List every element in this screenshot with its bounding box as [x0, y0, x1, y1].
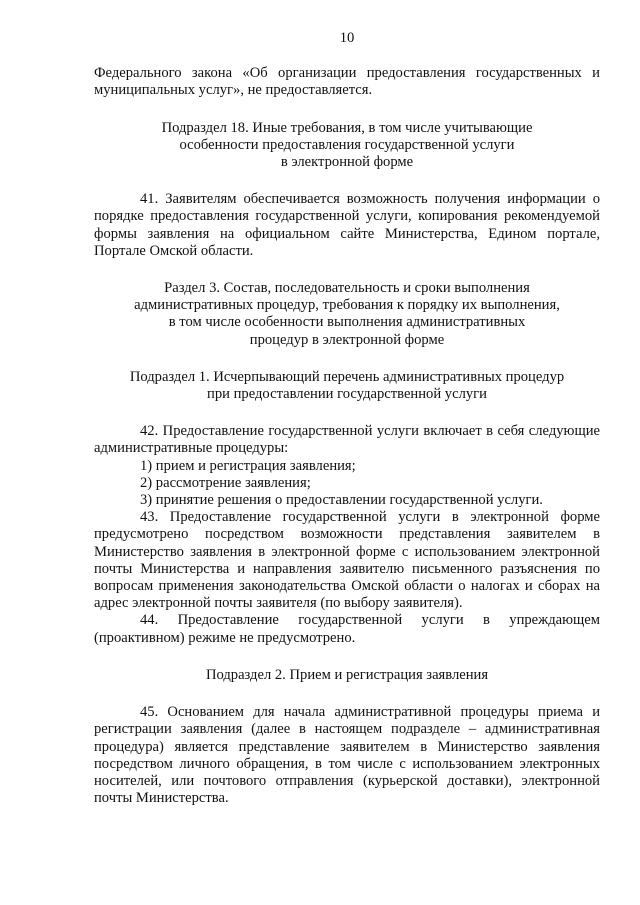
paragraph-42: 42. Предоставление государственной услуги включает в себя следующие административные процедуры: [94, 423, 600, 457]
heading-line: Подраздел 2. Прием и регистрация заявления [205, 666, 489, 683]
heading-line: в электронной форме [280, 154, 414, 171]
heading-line: в том числе особенности выполнения административных [168, 314, 526, 331]
heading-line: Подраздел 18. Иные требования, в том числе учитывающие [161, 119, 533, 136]
subsection-2-heading [94, 667, 600, 684]
paragraph-43: 43. Предоставление государственной услуги в электронной форме предусмотрено посредством возможности представления заявителем в Министерство заявления в электронной форме с использованием электронной почты Министерства и направления заявителю письменного разъяснения по вопросам применения законодательства Омской области о налогах и сборах на адрес электронной почты заявителя (по выбору заявителя). [94, 509, 600, 612]
procedure-list [94, 458, 600, 510]
subsection-1-heading [94, 369, 600, 403]
heading-line: Раздел 3. Состав, последовательность и сроки выполнения [164, 280, 530, 297]
subsection-18-heading [94, 120, 600, 172]
heading-line: при предоставлении государственной услуги [207, 386, 487, 403]
list-item: 3) принятие решения о предоставлении государственной услуги. [140, 492, 543, 509]
section-3-heading [94, 280, 600, 349]
heading-line: особенности предоставления государственной услуги [179, 136, 515, 153]
page-number: 10 [339, 30, 355, 46]
heading-line: административных процедур, требования к порядку их выполнения, [134, 297, 560, 314]
list-item: 1) прием и регистрация заявления; [140, 457, 356, 474]
list-item: 2) рассмотрение заявления; [140, 474, 311, 491]
paragraph-44: 44. Предоставление государственной услуги в упреждающем (проактивном) режиме не предусмотрено. [94, 612, 600, 646]
paragraph-45: 45. Основанием для начала административной процедуры приема и регистрации заявления (далее в настоящем подразделе – административная процедура) является представление заявителем в Министерство заявления посредством личного обращения, в том числе с использованием электронных носителей, или почтового отправления (курьерской доставки), электронной почты Министерства. [94, 704, 600, 807]
intro-paragraph: Федерального закона «Об организации предоставления государственных и муниципальных услуг», не предоставляется. [94, 65, 600, 99]
paragraph-41: 41. Заявителям обеспечивается возможность получения информации о порядке предоставления государственной услуги, копирования рекомендуемой формы заявления на официальном сайте Министерства, Едином портале, Портале Омской области. [94, 191, 600, 259]
heading-line: Подраздел 1. Исчерпывающий перечень административных процедур [129, 368, 565, 385]
heading-line: процедур в электронной форме [249, 331, 445, 348]
